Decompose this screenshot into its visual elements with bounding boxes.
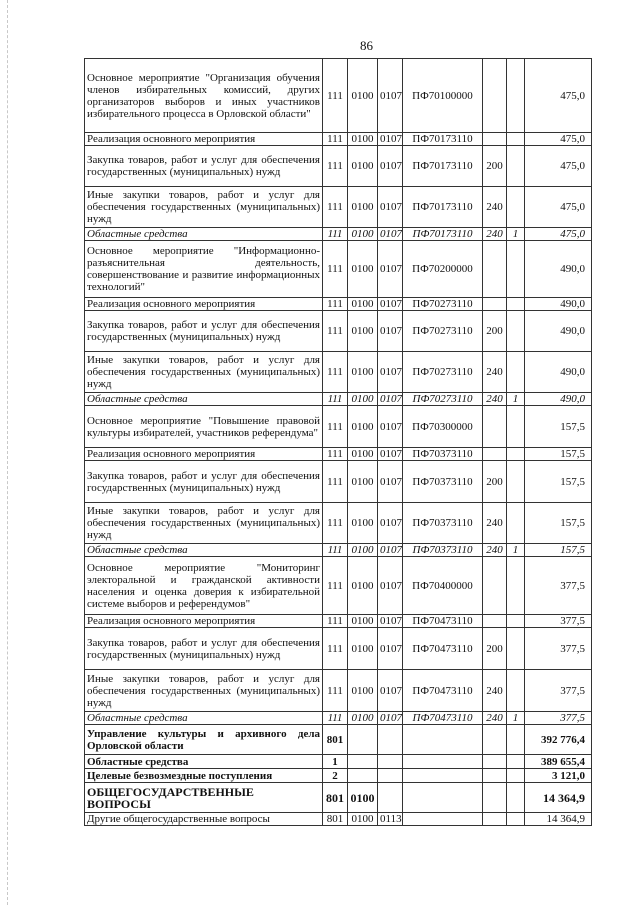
cell-amount: 392 776,4 bbox=[525, 725, 592, 755]
table-row bbox=[85, 187, 592, 228]
cell-source-code bbox=[507, 557, 525, 615]
cell-expense-type-code: 240 bbox=[483, 670, 507, 712]
cell-section-code: 0100 bbox=[348, 557, 378, 615]
table-row bbox=[85, 352, 592, 393]
cell-source-code bbox=[507, 241, 525, 298]
cell-source-code bbox=[507, 783, 525, 813]
cell-expense-type-code: 240 bbox=[483, 228, 507, 241]
cell-description: Иные закупки товаров, работ и услуг для обеспечения государственных (муниципальных) нужд bbox=[85, 670, 323, 712]
table-row bbox=[85, 133, 592, 146]
cell-target-article-code bbox=[403, 783, 483, 813]
cell-amount: 157,5 bbox=[525, 503, 592, 544]
cell-source-code bbox=[507, 187, 525, 228]
cell-target-article-code bbox=[403, 725, 483, 755]
cell-description: Областные средства bbox=[85, 712, 323, 725]
cell-description: Иные закупки товаров, работ и услуг для обеспечения государственных (муниципальных) нужд bbox=[85, 352, 323, 393]
cell-expense-type-code bbox=[483, 557, 507, 615]
table-row bbox=[85, 628, 592, 670]
cell-section-code bbox=[348, 725, 378, 755]
table-row bbox=[85, 406, 592, 448]
cell-target-article-code: ПФ70373110 bbox=[403, 461, 483, 503]
cell-section-code: 0100 bbox=[348, 544, 378, 557]
cell-description: Управление культуры и архивного дела Орловской области bbox=[85, 725, 323, 755]
cell-section-code: 0100 bbox=[348, 133, 378, 146]
cell-subsection-code: 0107 bbox=[378, 146, 403, 187]
table-row bbox=[85, 725, 592, 755]
cell-amount: 490,0 bbox=[525, 298, 592, 311]
cell-expense-type-code bbox=[483, 769, 507, 783]
cell-grbs-code: 111 bbox=[323, 352, 348, 393]
cell-amount: 475,0 bbox=[525, 133, 592, 146]
cell-subsection-code bbox=[378, 725, 403, 755]
cell-subsection-code: 0107 bbox=[378, 133, 403, 146]
cell-source-code bbox=[507, 670, 525, 712]
cell-grbs-code: 801 bbox=[323, 813, 348, 826]
cell-subsection-code bbox=[378, 755, 403, 769]
cell-section-code: 0100 bbox=[348, 352, 378, 393]
cell-target-article-code: ПФ70473110 bbox=[403, 712, 483, 725]
cell-section-code: 0100 bbox=[348, 59, 378, 133]
cell-target-article-code: ПФ70400000 bbox=[403, 557, 483, 615]
cell-description: Реализация основного мероприятия bbox=[85, 615, 323, 628]
cell-description: Областные средства bbox=[85, 755, 323, 769]
cell-subsection-code: 0107 bbox=[378, 406, 403, 448]
cell-target-article-code: ПФ70473110 bbox=[403, 628, 483, 670]
table-row bbox=[85, 298, 592, 311]
cell-source-code: 1 bbox=[507, 712, 525, 725]
cell-amount: 475,0 bbox=[525, 187, 592, 228]
cell-description: Основное мероприятие "Повышение правовой культуры избирателей, участников референдума" bbox=[85, 406, 323, 448]
table-row bbox=[85, 503, 592, 544]
cell-description: Иные закупки товаров, работ и услуг для обеспечения государственных (муниципальных) нужд bbox=[85, 187, 323, 228]
table-row bbox=[85, 813, 592, 826]
cell-source-code bbox=[507, 503, 525, 544]
table-row bbox=[85, 670, 592, 712]
cell-description: Реализация основного мероприятия bbox=[85, 133, 323, 146]
cell-description: Закупка товаров, работ и услуг для обеспечения государственных (муниципальных) нужд bbox=[85, 311, 323, 352]
cell-expense-type-code bbox=[483, 725, 507, 755]
cell-amount: 490,0 bbox=[525, 241, 592, 298]
table-row bbox=[85, 146, 592, 187]
cell-subsection-code: 0107 bbox=[378, 241, 403, 298]
cell-description: Основное мероприятие "Мониторинг электоральной и гражданской активности населения и оценка доверия к избирательной системе выборов и референдумов" bbox=[85, 557, 323, 615]
cell-section-code: 0100 bbox=[348, 615, 378, 628]
cell-subsection-code: 0107 bbox=[378, 59, 403, 133]
cell-source-code bbox=[507, 461, 525, 503]
cell-subsection-code bbox=[378, 769, 403, 783]
table-row bbox=[85, 393, 592, 406]
scan-margin-line bbox=[7, 0, 8, 905]
cell-amount: 475,0 bbox=[525, 146, 592, 187]
cell-amount: 157,5 bbox=[525, 544, 592, 557]
cell-target-article-code: ПФ70373110 bbox=[403, 503, 483, 544]
cell-section-code bbox=[348, 769, 378, 783]
cell-amount: 157,5 bbox=[525, 406, 592, 448]
cell-subsection-code: 0107 bbox=[378, 352, 403, 393]
cell-section-code: 0100 bbox=[348, 503, 378, 544]
cell-target-article-code bbox=[403, 769, 483, 783]
cell-expense-type-code: 240 bbox=[483, 187, 507, 228]
cell-grbs-code: 111 bbox=[323, 406, 348, 448]
cell-grbs-code: 111 bbox=[323, 241, 348, 298]
cell-subsection-code: 0107 bbox=[378, 557, 403, 615]
cell-description: Иные закупки товаров, работ и услуг для обеспечения государственных (муниципальных) нужд bbox=[85, 503, 323, 544]
cell-grbs-code: 111 bbox=[323, 228, 348, 241]
table-row bbox=[85, 712, 592, 725]
cell-subsection-code: 0107 bbox=[378, 670, 403, 712]
cell-subsection-code: 0107 bbox=[378, 461, 403, 503]
cell-amount: 14 364,9 bbox=[525, 783, 592, 813]
cell-section-code: 0100 bbox=[348, 241, 378, 298]
cell-expense-type-code bbox=[483, 406, 507, 448]
cell-source-code bbox=[507, 813, 525, 826]
cell-description: Закупка товаров, работ и услуг для обеспечения государственных (муниципальных) нужд bbox=[85, 628, 323, 670]
cell-description: ОБЩЕГОСУДАРСТВЕННЫЕ ВОПРОСЫ bbox=[85, 783, 323, 813]
cell-description: Целевые безвозмездные поступления bbox=[85, 769, 323, 783]
cell-section-code: 0100 bbox=[348, 461, 378, 503]
cell-target-article-code: ПФ70173110 bbox=[403, 146, 483, 187]
cell-grbs-code: 801 bbox=[323, 725, 348, 755]
cell-grbs-code: 111 bbox=[323, 59, 348, 133]
cell-section-code: 0100 bbox=[348, 670, 378, 712]
cell-expense-type-code: 240 bbox=[483, 352, 507, 393]
cell-section-code bbox=[348, 755, 378, 769]
cell-description: Закупка товаров, работ и услуг для обеспечения государственных (муниципальных) нужд bbox=[85, 146, 323, 187]
cell-target-article-code: ПФ70100000 bbox=[403, 59, 483, 133]
table-row bbox=[85, 615, 592, 628]
cell-target-article-code: ПФ70373110 bbox=[403, 448, 483, 461]
cell-source-code bbox=[507, 352, 525, 393]
cell-grbs-code: 111 bbox=[323, 615, 348, 628]
cell-grbs-code: 111 bbox=[323, 628, 348, 670]
cell-section-code: 0100 bbox=[348, 393, 378, 406]
cell-source-code bbox=[507, 133, 525, 146]
cell-section-code: 0100 bbox=[348, 448, 378, 461]
table-body bbox=[85, 59, 592, 826]
cell-description: Закупка товаров, работ и услуг для обеспечения государственных (муниципальных) нужд bbox=[85, 461, 323, 503]
cell-source-code bbox=[507, 615, 525, 628]
cell-amount: 3 121,0 bbox=[525, 769, 592, 783]
cell-section-code: 0100 bbox=[348, 628, 378, 670]
cell-section-code: 0100 bbox=[348, 406, 378, 448]
cell-source-code bbox=[507, 628, 525, 670]
cell-description: Областные средства bbox=[85, 544, 323, 557]
cell-grbs-code: 111 bbox=[323, 503, 348, 544]
cell-description: Реализация основного мероприятия bbox=[85, 298, 323, 311]
cell-target-article-code: ПФ70300000 bbox=[403, 406, 483, 448]
cell-subsection-code: 0107 bbox=[378, 311, 403, 352]
cell-section-code: 0100 bbox=[348, 311, 378, 352]
cell-expense-type-code bbox=[483, 298, 507, 311]
cell-target-article-code bbox=[403, 755, 483, 769]
page-number: 86 bbox=[360, 38, 373, 53]
cell-grbs-code: 111 bbox=[323, 133, 348, 146]
cell-expense-type-code bbox=[483, 755, 507, 769]
cell-description: Реализация основного мероприятия bbox=[85, 448, 323, 461]
cell-expense-type-code bbox=[483, 448, 507, 461]
cell-target-article-code: ПФ70373110 bbox=[403, 544, 483, 557]
table-row bbox=[85, 59, 592, 133]
cell-source-code bbox=[507, 755, 525, 769]
cell-target-article-code: ПФ70173110 bbox=[403, 228, 483, 241]
cell-grbs-code: 111 bbox=[323, 311, 348, 352]
cell-amount: 490,0 bbox=[525, 352, 592, 393]
cell-grbs-code: 111 bbox=[323, 393, 348, 406]
cell-amount: 14 364,9 bbox=[525, 813, 592, 826]
cell-expense-type-code bbox=[483, 59, 507, 133]
cell-grbs-code: 111 bbox=[323, 544, 348, 557]
cell-subsection-code: 0107 bbox=[378, 228, 403, 241]
cell-expense-type-code bbox=[483, 813, 507, 826]
cell-grbs-code: 111 bbox=[323, 448, 348, 461]
cell-target-article-code: ПФ70273110 bbox=[403, 298, 483, 311]
cell-expense-type-code bbox=[483, 241, 507, 298]
budget-table bbox=[84, 58, 592, 826]
cell-amount: 490,0 bbox=[525, 311, 592, 352]
cell-target-article-code: ПФ70273110 bbox=[403, 352, 483, 393]
table-row bbox=[85, 755, 592, 769]
cell-grbs-code: 1 bbox=[323, 755, 348, 769]
cell-section-code: 0100 bbox=[348, 146, 378, 187]
cell-subsection-code: 0107 bbox=[378, 448, 403, 461]
cell-expense-type-code: 240 bbox=[483, 544, 507, 557]
cell-section-code: 0100 bbox=[348, 712, 378, 725]
cell-expense-type-code: 200 bbox=[483, 461, 507, 503]
cell-expense-type-code bbox=[483, 615, 507, 628]
cell-description: Другие общегосударственные вопросы bbox=[85, 813, 323, 826]
table-row bbox=[85, 228, 592, 241]
cell-subsection-code: 0107 bbox=[378, 712, 403, 725]
table-row bbox=[85, 241, 592, 298]
cell-grbs-code: 801 bbox=[323, 783, 348, 813]
cell-source-code: 1 bbox=[507, 544, 525, 557]
cell-description: Основное мероприятие "Организация обучения членов избирательных комиссий, других организаторов выборов и иных участников избирательного процесса в Орловской области" bbox=[85, 59, 323, 133]
table-row bbox=[85, 783, 592, 813]
table-row bbox=[85, 557, 592, 615]
cell-expense-type-code: 240 bbox=[483, 712, 507, 725]
cell-subsection-code: 0107 bbox=[378, 503, 403, 544]
cell-amount: 389 655,4 bbox=[525, 755, 592, 769]
cell-grbs-code: 111 bbox=[323, 712, 348, 725]
cell-section-code: 0100 bbox=[348, 228, 378, 241]
cell-amount: 157,5 bbox=[525, 448, 592, 461]
cell-grbs-code: 2 bbox=[323, 769, 348, 783]
cell-section-code: 0100 bbox=[348, 783, 378, 813]
cell-subsection-code: 0113 bbox=[378, 813, 403, 826]
cell-subsection-code: 0107 bbox=[378, 615, 403, 628]
cell-expense-type-code bbox=[483, 133, 507, 146]
cell-target-article-code: ПФ70273110 bbox=[403, 393, 483, 406]
cell-grbs-code: 111 bbox=[323, 146, 348, 187]
cell-target-article-code: ПФ70473110 bbox=[403, 670, 483, 712]
cell-grbs-code: 111 bbox=[323, 557, 348, 615]
cell-amount: 475,0 bbox=[525, 228, 592, 241]
cell-target-article-code: ПФ70200000 bbox=[403, 241, 483, 298]
cell-target-article-code: ПФ70473110 bbox=[403, 615, 483, 628]
cell-source-code bbox=[507, 59, 525, 133]
cell-source-code bbox=[507, 298, 525, 311]
table-row bbox=[85, 769, 592, 783]
cell-grbs-code: 111 bbox=[323, 670, 348, 712]
cell-grbs-code: 111 bbox=[323, 298, 348, 311]
cell-source-code bbox=[507, 769, 525, 783]
cell-section-code: 0100 bbox=[348, 298, 378, 311]
table-row bbox=[85, 448, 592, 461]
cell-section-code: 0100 bbox=[348, 813, 378, 826]
cell-grbs-code: 111 bbox=[323, 187, 348, 228]
cell-amount: 475,0 bbox=[525, 59, 592, 133]
cell-amount: 377,5 bbox=[525, 628, 592, 670]
cell-subsection-code bbox=[378, 783, 403, 813]
cell-subsection-code: 0107 bbox=[378, 298, 403, 311]
cell-amount: 377,5 bbox=[525, 615, 592, 628]
cell-target-article-code: ПФ70173110 bbox=[403, 187, 483, 228]
table-row bbox=[85, 461, 592, 503]
cell-expense-type-code bbox=[483, 783, 507, 813]
cell-target-article-code: ПФ70273110 bbox=[403, 311, 483, 352]
cell-subsection-code: 0107 bbox=[378, 187, 403, 228]
cell-expense-type-code: 200 bbox=[483, 628, 507, 670]
cell-source-code: 1 bbox=[507, 228, 525, 241]
cell-source-code bbox=[507, 146, 525, 187]
cell-amount: 490,0 bbox=[525, 393, 592, 406]
cell-description: Основное мероприятие "Информационно-разъяснительная деятельность, совершенствование и развитие информационных технологий" bbox=[85, 241, 323, 298]
cell-target-article-code: ПФ70173110 bbox=[403, 133, 483, 146]
cell-source-code bbox=[507, 406, 525, 448]
cell-expense-type-code: 200 bbox=[483, 146, 507, 187]
cell-amount: 377,5 bbox=[525, 557, 592, 615]
cell-source-code bbox=[507, 725, 525, 755]
table-row bbox=[85, 544, 592, 557]
cell-subsection-code: 0107 bbox=[378, 544, 403, 557]
cell-source-code: 1 bbox=[507, 393, 525, 406]
cell-subsection-code: 0107 bbox=[378, 393, 403, 406]
cell-expense-type-code: 240 bbox=[483, 393, 507, 406]
cell-grbs-code: 111 bbox=[323, 461, 348, 503]
cell-section-code: 0100 bbox=[348, 187, 378, 228]
cell-source-code bbox=[507, 448, 525, 461]
cell-target-article-code bbox=[403, 813, 483, 826]
cell-expense-type-code: 240 bbox=[483, 503, 507, 544]
cell-expense-type-code: 200 bbox=[483, 311, 507, 352]
cell-amount: 377,5 bbox=[525, 670, 592, 712]
cell-subsection-code: 0107 bbox=[378, 628, 403, 670]
cell-amount: 157,5 bbox=[525, 461, 592, 503]
cell-description: Областные средства bbox=[85, 228, 323, 241]
cell-description: Областные средства bbox=[85, 393, 323, 406]
cell-source-code bbox=[507, 311, 525, 352]
table-row bbox=[85, 311, 592, 352]
cell-amount: 377,5 bbox=[525, 712, 592, 725]
